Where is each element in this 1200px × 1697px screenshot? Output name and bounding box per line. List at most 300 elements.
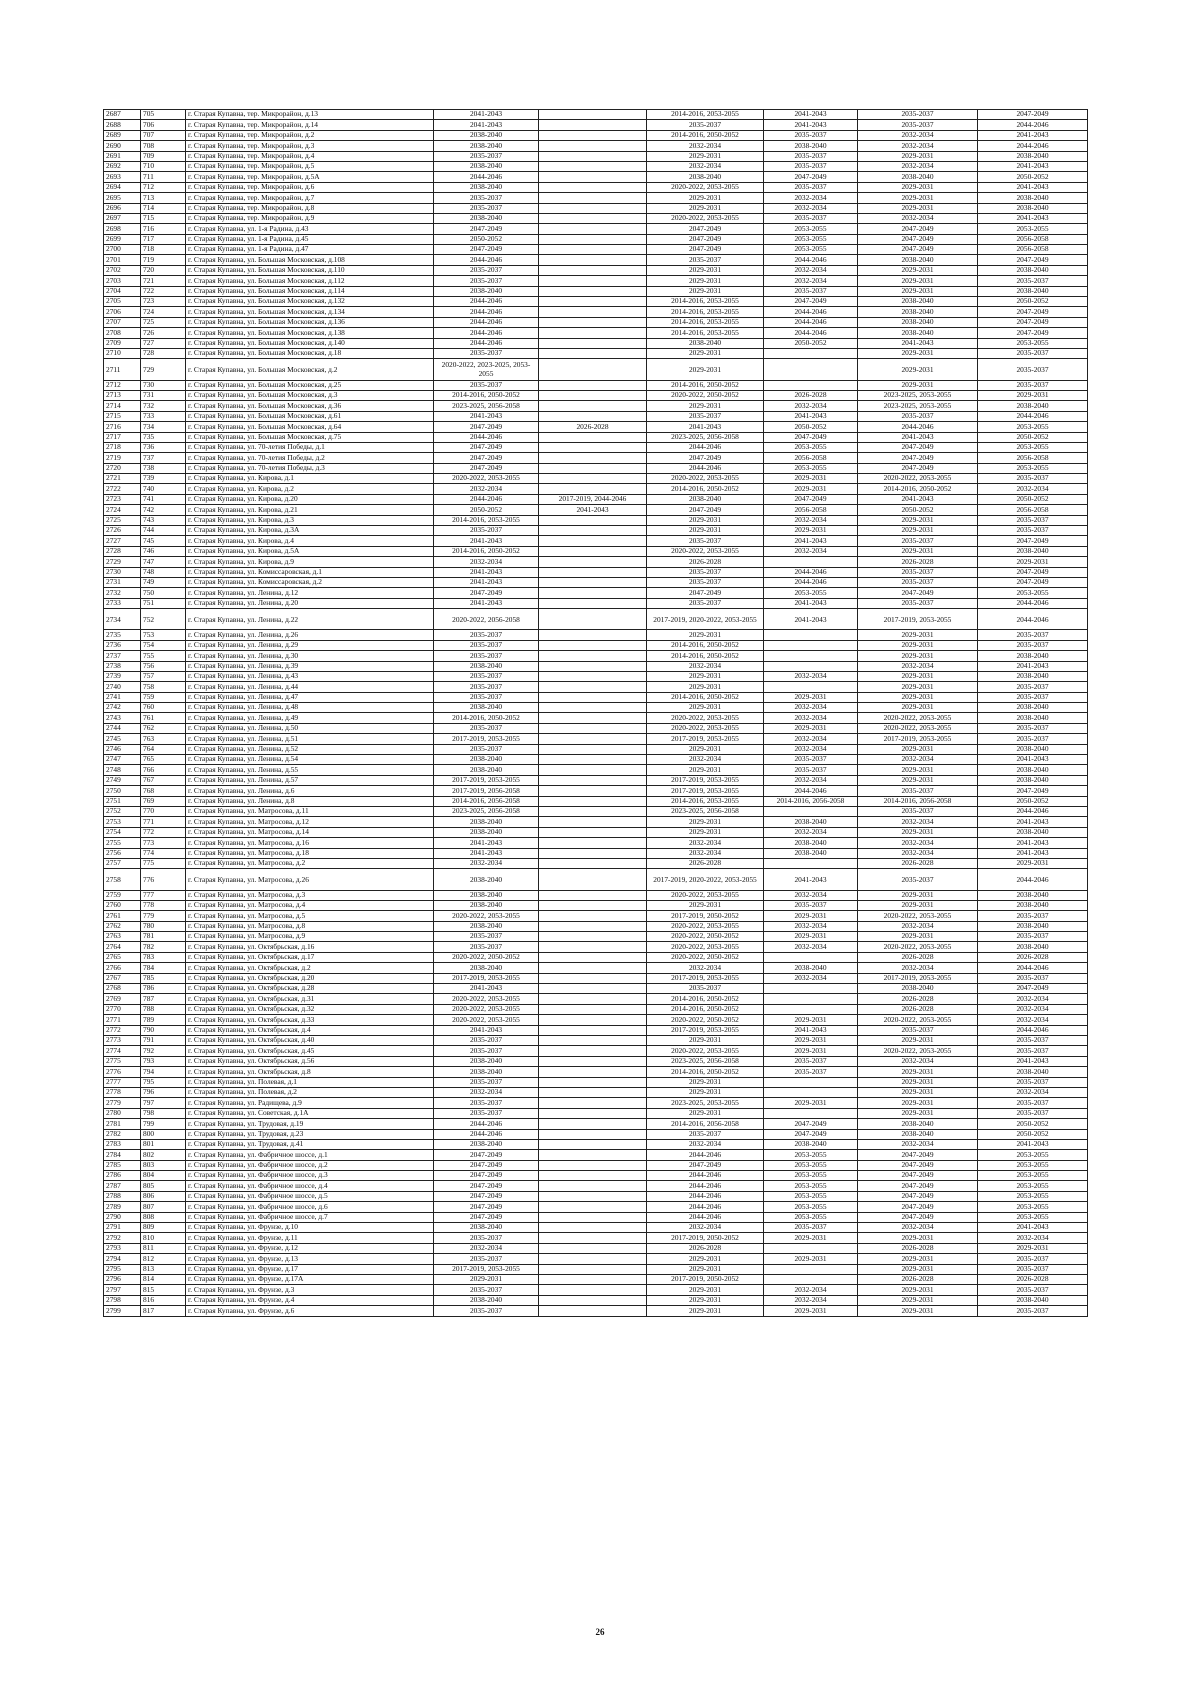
table-cell: г. Старая Купавна, ул. Фабричное шоссе, д.7 [186,1212,434,1222]
table-cell: 2029-2031 [764,911,858,921]
table-cell: 2032-2034 [764,890,858,900]
table-cell: г. Старая Купавна, ул. Фабричное шоссе, д.2 [186,1160,434,1170]
table-row [104,723,1088,733]
table-cell: 2032-2034 [858,838,978,848]
table-cell [764,661,858,671]
table-cell: 2020-2022, 2053-2055 [647,921,764,931]
table-cell: 2748 [104,765,141,775]
table-cell: 758 [141,682,186,692]
table-cell: 711 [141,172,186,182]
table-row [104,671,1088,681]
table-cell: 2032-2034 [858,921,978,931]
table-cell: 2032-2034 [647,838,764,848]
table-cell [539,557,647,567]
table-cell: 2035-2037 [764,900,858,910]
table-row [104,1150,1088,1160]
table-cell: 753 [141,630,186,640]
table-cell: 2038-2040 [978,900,1088,910]
table-cell: 2038-2040 [978,765,1088,775]
table-cell: г. Старая Купавна, тер. Микрорайон, д.9 [186,213,434,223]
table-cell: 2041-2043 [434,120,539,130]
table-cell: 2038-2040 [764,848,858,858]
table-cell: 2704 [104,286,141,296]
table-cell: 2047-2049 [978,255,1088,265]
table-cell: 2026-2028 [978,1274,1088,1284]
table-cell: 2737 [104,651,141,661]
table-cell: 2044-2046 [764,567,858,577]
table-cell: 2764 [104,942,141,952]
table-cell [539,141,647,151]
table-cell: 2044-2046 [978,869,1088,890]
table-row [104,796,1088,806]
table-cell: 2035-2037 [434,1306,539,1316]
table-cell: 2035-2037 [764,286,858,296]
table-cell: 2029-2031 [647,682,764,692]
table-cell: 2032-2034 [434,858,539,868]
table-cell: 2020-2022, 2053-2055 [858,713,978,723]
table-cell: 2047-2049 [434,442,539,452]
table-cell: 2038-2040 [434,765,539,775]
table-cell: 2023-2025, 2056-2058 [434,806,539,816]
table-row [104,297,1088,307]
table-body [104,110,1088,1317]
table-cell: 2029-2031 [647,1035,764,1045]
table-row [104,1233,1088,1243]
table-cell: г. Старая Купавна, ул. Большая Московская, д.110 [186,265,434,275]
table-cell: 794 [141,1067,186,1077]
table-cell: 2035-2037 [434,744,539,754]
table-cell: 800 [141,1129,186,1139]
table-cell: 2038-2040 [434,827,539,837]
table-cell: 2691 [104,151,141,161]
table-cell [539,921,647,931]
table-cell: 2014-2016, 2050-2052 [647,1067,764,1077]
table-cell: 2029-2031 [647,203,764,213]
table-cell: 2044-2046 [647,1202,764,1212]
table-cell: 2041-2043 [978,817,1088,827]
table-row [104,557,1088,567]
table-cell: 2789 [104,1202,141,1212]
table-cell: 2041-2043 [764,110,858,120]
table-cell: 2038-2040 [434,661,539,671]
table-cell [764,651,858,661]
table-cell: г. Старая Купавна, ул. Матросова, д.9 [186,932,434,942]
table-cell: 807 [141,1202,186,1212]
table-cell: г. Старая Купавна, ул. Ленина, д.50 [186,723,434,733]
table-cell: 2047-2049 [434,245,539,255]
table-cell: 2029-2031 [647,286,764,296]
table-row [104,692,1088,702]
table-cell: 743 [141,515,186,525]
table-cell: 2725 [104,515,141,525]
table-cell: 2044-2046 [978,963,1088,973]
table-cell: 2738 [104,661,141,671]
table-cell: 2035-2037 [978,380,1088,390]
table-row [104,703,1088,713]
table-cell: 2056-2058 [764,453,858,463]
table-cell [539,609,647,630]
table-cell: 2797 [104,1285,141,1295]
table-row [104,1139,1088,1149]
table-cell: 2038-2040 [434,817,539,827]
table-cell: 2041-2043 [978,1056,1088,1066]
table-cell: 734 [141,422,186,432]
table-row [104,1295,1088,1305]
table-cell: 2047-2049 [647,224,764,234]
table-cell: 2687 [104,110,141,120]
table-cell: 2020-2022, 2053-2055 [434,994,539,1004]
table-cell: 2038-2040 [764,817,858,827]
table-cell: 2041-2043 [978,838,1088,848]
table-cell: 2035-2037 [434,193,539,203]
table-cell [539,546,647,556]
table-cell: 2727 [104,536,141,546]
table-cell: 2044-2046 [434,328,539,338]
table-cell: 816 [141,1295,186,1305]
table-cell: 2029-2031 [978,1243,1088,1253]
table-cell: 2020-2022, 2053-2055 [647,474,764,484]
table-cell: 2020-2022, 2053-2055 [647,713,764,723]
table-cell: 710 [141,161,186,171]
table-cell: 2035-2037 [978,348,1088,358]
table-cell: 752 [141,609,186,630]
table-cell: 2041-2043 [764,411,858,421]
table-cell: 746 [141,546,186,556]
table-cell: 2044-2046 [764,577,858,587]
table-row [104,536,1088,546]
table-cell: 745 [141,536,186,546]
table-row [104,1160,1088,1170]
table-cell: 2721 [104,474,141,484]
table-cell: г. Старая Купавна, тер. Микрорайон, д.8 [186,203,434,213]
table-cell [539,193,647,203]
table-cell: 2765 [104,952,141,962]
table-cell [539,1067,647,1077]
table-cell [764,952,858,962]
table-cell: 2041-2043 [434,567,539,577]
table-cell: 733 [141,411,186,421]
table-row [104,494,1088,504]
table-cell: 2047-2049 [434,224,539,234]
table-row [104,390,1088,400]
table-row [104,182,1088,192]
table-row [104,338,1088,348]
table-cell: г. Старая Купавна, ул. Фрунзе, д.17 [186,1264,434,1274]
table-cell: 2783 [104,1139,141,1149]
table-cell: 2044-2046 [978,1025,1088,1035]
table-cell: 2047-2049 [858,1171,978,1181]
table-cell: 2032-2034 [858,661,978,671]
table-cell: 2035-2037 [434,640,539,650]
table-cell [539,1202,647,1212]
table-cell: 2044-2046 [434,297,539,307]
table-cell: 2035-2037 [978,973,1088,983]
table-cell: 2770 [104,1004,141,1014]
table-cell: 2020-2022, 2053-2055 [858,942,978,952]
table-cell [539,838,647,848]
table-cell [539,692,647,702]
table-cell: 771 [141,817,186,827]
table-cell: 2044-2046 [434,307,539,317]
table-row [104,942,1088,952]
table-cell: 2026-2028 [858,1004,978,1014]
table-cell: 2020-2022, 2053-2055 [434,474,539,484]
table-cell: г. Старая Купавна, ул. Матросова, д.26 [186,869,434,890]
table-cell: 766 [141,765,186,775]
table-cell [539,297,647,307]
repair-schedule-table [103,109,1088,1317]
table-cell: г. Старая Купавна, ул. Матросова, д.12 [186,817,434,827]
table-cell: 2035-2037 [434,942,539,952]
table-row [104,838,1088,848]
table-cell: 2711 [104,359,141,380]
table-cell: 2041-2043 [978,1139,1088,1149]
table-row [104,1046,1088,1056]
table-cell: 2035-2037 [434,1077,539,1087]
table-cell: 2047-2049 [858,453,978,463]
table-cell [539,1150,647,1160]
table-cell: 2035-2037 [434,276,539,286]
table-cell [539,661,647,671]
table-cell: 2719 [104,453,141,463]
table-cell: 2779 [104,1098,141,1108]
table-cell: 2035-2037 [647,536,764,546]
table-cell: 2038-2040 [978,671,1088,681]
table-cell: 2774 [104,1046,141,1056]
table-cell: г. Старая Купавна, ул. Ленина, д.26 [186,630,434,640]
table-cell: 2041-2043 [539,505,647,515]
table-cell: 2029-2031 [764,474,858,484]
table-cell [764,1243,858,1253]
table-cell: 725 [141,317,186,327]
table-cell: 2029-2031 [764,1035,858,1045]
table-cell: 747 [141,557,186,567]
table-cell: 2035-2037 [978,515,1088,525]
table-cell: г. Старая Купавна, ул. Большая Московская, д.108 [186,255,434,265]
table-cell: 720 [141,265,186,275]
table-cell: г. Старая Купавна, ул. Полевая, д.1 [186,1077,434,1087]
table-row [104,786,1088,796]
table-cell: 2026-2028 [858,1274,978,1284]
table-cell: 2724 [104,505,141,515]
table-cell: 2035-2037 [978,526,1088,536]
table-cell [539,682,647,692]
table-cell: 2017-2019, 2053-2055 [647,734,764,744]
table-cell: 786 [141,984,186,994]
table-cell: 2017-2019, 2050-2052 [647,1274,764,1284]
table-cell: 773 [141,838,186,848]
table-cell: 712 [141,182,186,192]
table-cell: г. Старая Купавна, ул. Фабричное шоссе, д.5 [186,1191,434,1201]
table-cell: 2759 [104,890,141,900]
table-cell: г. Старая Купавна, ул. 70-летия Победы, д.3 [186,463,434,473]
table-cell: 2029-2031 [858,515,978,525]
table-row [104,775,1088,785]
table-cell: 2032-2034 [764,193,858,203]
table-cell [539,317,647,327]
table-row [104,921,1088,931]
table-cell: 2020-2022, 2050-2052 [434,952,539,962]
table-cell: 2020-2022, 2053-2055 [858,911,978,921]
table-cell: 2029-2031 [858,1233,978,1243]
table-cell: 2038-2040 [978,1295,1088,1305]
table-row [104,630,1088,640]
table-cell [539,234,647,244]
table-cell: г. Старая Купавна, тер. Микрорайон, д.2 [186,130,434,140]
table-cell [539,973,647,983]
table-cell: 2038-2040 [647,338,764,348]
table-cell: 2047-2049 [434,1150,539,1160]
table-cell: 735 [141,432,186,442]
table-cell: 2038-2040 [858,297,978,307]
table-cell: 2038-2040 [858,172,978,182]
table-cell: 801 [141,1139,186,1149]
table-cell: 2041-2043 [978,161,1088,171]
table-cell: 2047-2049 [434,1202,539,1212]
table-cell: 2029-2031 [978,858,1088,868]
table-cell: 2035-2037 [434,692,539,702]
table-cell: 2044-2046 [764,307,858,317]
table-cell: г. Старая Купавна, ул. Большая Московская, д.140 [186,338,434,348]
table-cell [539,869,647,890]
table-cell: 2032-2034 [764,546,858,556]
table-cell: 2041-2043 [978,213,1088,223]
table-cell: 2029-2031 [858,1295,978,1305]
table-cell: 2050-2052 [764,422,858,432]
table-cell: 2029-2031 [647,1306,764,1316]
table-cell: 2791 [104,1223,141,1233]
table-cell: г. Старая Купавна, ул. Ленина, д.49 [186,713,434,723]
table-cell [539,577,647,587]
table-cell: 2029-2031 [858,286,978,296]
table-cell: 2029-2031 [647,265,764,275]
table-cell: 2020-2022, 2050-2052 [647,932,764,942]
table-cell: 782 [141,942,186,952]
table-cell: 2029-2031 [858,1067,978,1077]
table-cell: 2735 [104,630,141,640]
table-cell: 2035-2037 [647,120,764,130]
table-cell: 2014-2016, 2050-2052 [647,380,764,390]
table-cell: 2706 [104,307,141,317]
table-cell: 740 [141,484,186,494]
table-cell [539,1160,647,1170]
table-cell: 2050-2052 [434,505,539,515]
table-cell [539,1254,647,1264]
table-cell: 2035-2037 [978,640,1088,650]
table-cell [539,348,647,358]
table-cell: 2029-2031 [858,1035,978,1045]
table-cell [539,786,647,796]
table-cell: 2032-2034 [647,661,764,671]
table-cell: 2017-2019, 2050-2052 [647,911,764,921]
table-cell: 2047-2049 [858,234,978,244]
table-cell: г. Старая Купавна, ул. Октябрьская, д.4 [186,1025,434,1035]
table-cell [539,182,647,192]
table-row [104,193,1088,203]
table-cell: 797 [141,1098,186,1108]
table-cell [539,630,647,640]
table-cell: 2017-2019, 2053-2055 [647,973,764,983]
table-cell [539,1119,647,1129]
table-cell: 2053-2055 [764,234,858,244]
table-row [104,682,1088,692]
table-cell: 2032-2034 [434,1243,539,1253]
table-cell: 761 [141,713,186,723]
table-cell: 2702 [104,265,141,275]
table-cell: 2760 [104,900,141,910]
table-cell: 721 [141,276,186,286]
table-cell [539,858,647,868]
table-cell: 2041-2043 [978,661,1088,671]
table-cell: 2017-2019, 2020-2022, 2053-2055 [647,609,764,630]
table-cell: 2035-2037 [858,110,978,120]
table-cell: 2035-2037 [434,1098,539,1108]
table-cell: 2731 [104,577,141,587]
table-cell: 2032-2034 [764,775,858,785]
table-cell: 2777 [104,1077,141,1087]
table-cell: 2047-2049 [858,588,978,598]
table-cell: 2014-2016, 2050-2052 [647,692,764,702]
table-cell: 2053-2055 [978,1202,1088,1212]
table-cell [539,1046,647,1056]
table-row [104,1202,1088,1212]
table-cell: 2047-2049 [434,1212,539,1222]
table-cell: 2778 [104,1087,141,1097]
table-cell: 2035-2037 [978,692,1088,702]
table-cell: 2038-2040 [978,546,1088,556]
table-cell: 2047-2049 [858,1212,978,1222]
table-cell: 2038-2040 [978,775,1088,785]
table-cell [539,817,647,827]
table-row [104,141,1088,151]
table-cell: 2053-2055 [764,1202,858,1212]
table-cell: 2050-2052 [978,1129,1088,1139]
table-cell: 2044-2046 [434,317,539,327]
table-cell: 2032-2034 [978,994,1088,1004]
table-cell: 2041-2043 [978,130,1088,140]
table-cell: 2763 [104,932,141,942]
table-cell: 2035-2037 [434,1233,539,1243]
table-row [104,640,1088,650]
table-cell: 2047-2049 [434,1160,539,1170]
table-cell [539,1233,647,1243]
table-cell: 2032-2034 [434,484,539,494]
table-cell: 2047-2049 [764,1119,858,1129]
table-cell: 2742 [104,703,141,713]
table-cell: 2050-2052 [978,172,1088,182]
table-cell: 2050-2052 [764,338,858,348]
table-cell [539,1223,647,1233]
table-cell: 783 [141,952,186,962]
table-cell: 707 [141,130,186,140]
table-cell: 2041-2043 [434,838,539,848]
table-cell: 2053-2055 [978,1150,1088,1160]
table-cell: 2728 [104,546,141,556]
table-cell: 798 [141,1108,186,1118]
table-cell: 2014-2016, 2050-2052 [647,640,764,650]
table-cell: 2799 [104,1306,141,1316]
table-cell: 2772 [104,1025,141,1035]
table-cell: 2029-2031 [647,900,764,910]
table-cell: г. Старая Купавна, ул. Большая Московская, д.134 [186,307,434,317]
table-cell: 2029-2031 [764,1254,858,1264]
table-row [104,827,1088,837]
table-cell: 2044-2046 [647,1150,764,1160]
table-cell: 2029-2031 [647,515,764,525]
table-cell: 2029-2031 [764,1046,858,1056]
table-cell: 2694 [104,182,141,192]
table-row [104,1191,1088,1201]
